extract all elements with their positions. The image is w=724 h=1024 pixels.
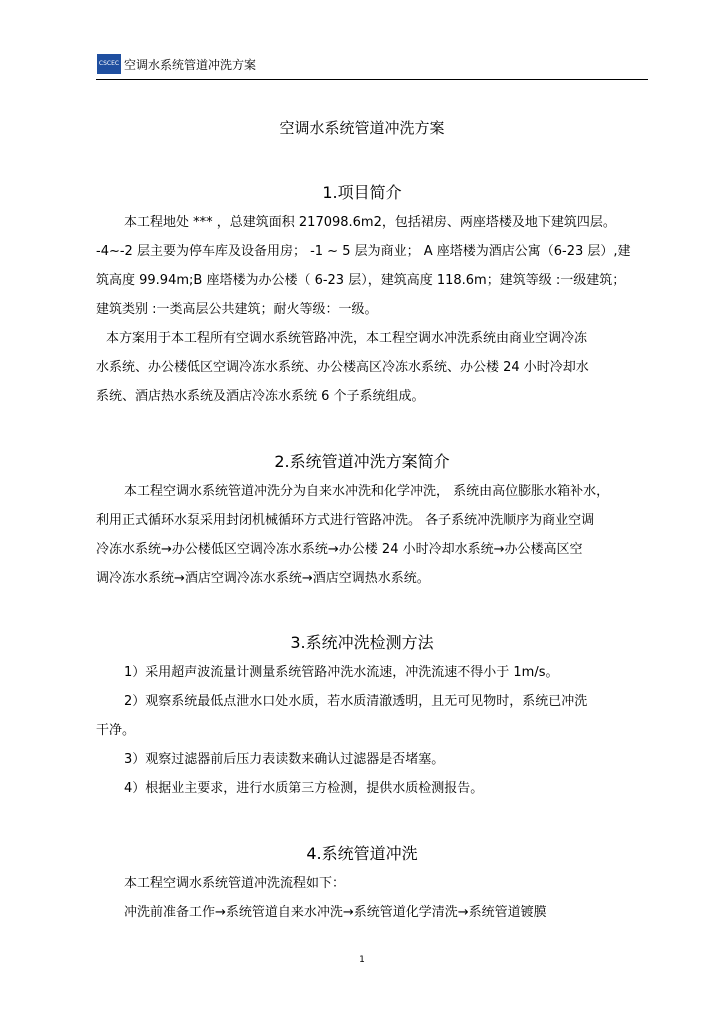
page-number: 1 — [359, 955, 365, 965]
section-2-line: 利用正式循环水泵采用封闭机械循环方式进行管路冲洗。 各子系统冲洗顺序为商业空调 — [96, 513, 595, 528]
section-1-line: 建筑类别 :一类高层公共建筑；耐火等级：一级。 — [96, 302, 378, 317]
company-logo: CSCEC — [97, 54, 121, 74]
section-1-line: 本工程地处 *** ，总建筑面积 217098.6m2，包括裙房、两座塔楼及地下建筑四层。 — [124, 215, 616, 230]
document-title: 空调水系统管道冲洗方案 — [279, 119, 445, 137]
section-3-line: 3）观察过滤器前后压力表读数来确认过滤器是否堵塞。 — [124, 752, 445, 767]
section-3-heading: 3.系统冲洗检测方法 — [290, 633, 434, 652]
section-3-line: 1）采用超声波流量计测量系统管路冲洗水流速，冲洗流速不得小于 1m/s。 — [124, 665, 559, 680]
section-1-line: 水系统、办公楼低区空调冷冻水系统、办公楼高区冷冻水系统、办公楼 24 小时冷却水 — [96, 360, 589, 375]
section-1-line: 筑高度 99.94m;B 座塔楼为办公楼（ 6-23 层），建筑高度 118.6m；建筑等级 :一级建筑； — [96, 273, 626, 288]
section-1-line: -4~-2 层主要为停车库及设备用房； -1 ~ 5 层为商业； A 座塔楼为酒店公寓（6-23 层）,建 — [96, 244, 631, 259]
section-3-line: 干净。 — [96, 723, 136, 738]
section-1-line: 本方案用于本工程所有空调水系统管路冲洗，本工程空调水冲洗系统由商业空调冷冻 — [106, 331, 588, 346]
section-4-heading: 4.系统管道冲洗 — [306, 844, 418, 863]
header-title: 空调水系统管道冲洗方案 — [124, 58, 257, 72]
section-2-line: 冷冻水系统→办公楼低区空调冷冻水系统→办公楼 24 小时冷却水系统→办公楼高区空 — [96, 542, 583, 557]
section-2-heading: 2.系统管道冲洗方案简介 — [274, 452, 450, 471]
section-3-line: 2）观察系统最低点泄水口处水质，若水质清澈透明，且无可见物时，系统已冲洗 — [124, 694, 588, 709]
section-1-heading: 1.项目简介 — [322, 183, 402, 202]
header-divider — [96, 79, 648, 80]
section-2-line: 本工程空调水系统管道冲洗分为自来水冲洗和化学冲洗， 系统由高位膨胀水箱补水， — [124, 484, 610, 499]
section-3-line: 4）根据业主要求，进行水质第三方检测，提供水质检测报告。 — [124, 781, 484, 796]
section-4-line: 本工程空调水系统管道冲洗流程如下： — [124, 876, 346, 891]
section-2-line: 调冷冻水系统→酒店空调冷冻水系统→酒店空调热水系统。 — [96, 571, 430, 586]
section-1-line: 系统、酒店热水系统及酒店冷冻水系统 6 个子系统组成。 — [96, 389, 425, 404]
section-4-line: 冲洗前准备工作→系统管道自来水冲洗→系统管道化学清洗→系统管道镀膜 — [124, 905, 547, 920]
